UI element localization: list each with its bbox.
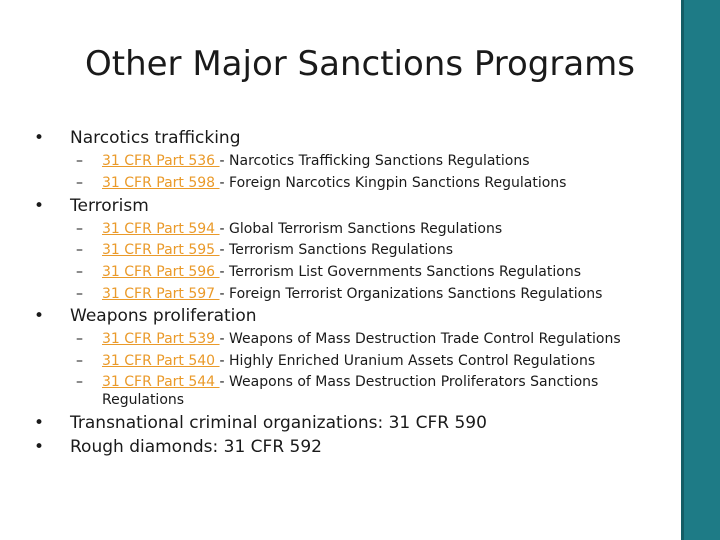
dash-marker: – bbox=[76, 353, 83, 369]
link-cfr-544[interactable]: 31 CFR Part 544 bbox=[102, 374, 220, 390]
dash-marker: – bbox=[76, 153, 83, 169]
bullet-marker: • bbox=[34, 437, 45, 457]
dash-marker: – bbox=[76, 175, 83, 191]
link-cfr-595[interactable]: 31 CFR Part 595 bbox=[102, 242, 220, 258]
bullet-marker: • bbox=[34, 306, 45, 326]
dash-marker: – bbox=[76, 286, 83, 302]
sub-item-part-544 bbox=[76, 373, 598, 391]
sub-item-part-597 bbox=[76, 285, 602, 303]
bullet-marker: • bbox=[34, 196, 45, 216]
bullet-terrorism bbox=[34, 196, 149, 216]
sub-item-text: - Weapons of Mass Destruction Trade Control Regulations bbox=[219, 331, 621, 347]
dash-marker: – bbox=[76, 242, 83, 258]
sub-item-text: - Global Terrorism Sanctions Regulations bbox=[219, 221, 503, 237]
link-cfr-594[interactable]: 31 CFR Part 594 bbox=[102, 221, 220, 237]
bullet-weapons bbox=[34, 306, 257, 326]
sub-item-continuation: Regulations bbox=[102, 392, 185, 408]
dash-marker: – bbox=[76, 221, 83, 237]
link-cfr-597[interactable]: 31 CFR Part 597 bbox=[102, 286, 220, 302]
bullet-label: Rough diamonds: 31 CFR 592 bbox=[70, 437, 322, 457]
link-cfr-598[interactable]: 31 CFR Part 598 bbox=[102, 175, 220, 191]
link-cfr-536[interactable]: 31 CFR Part 536 bbox=[102, 153, 220, 169]
bullet-label: Narcotics trafficking bbox=[70, 128, 241, 148]
sub-item-text: - Terrorism List Governments Sanctions Regulations bbox=[219, 264, 581, 280]
bullet-label: Terrorism bbox=[70, 196, 149, 216]
bullet-marker: • bbox=[34, 413, 45, 433]
link-cfr-539[interactable]: 31 CFR Part 539 bbox=[102, 331, 220, 347]
link-cfr-596[interactable]: 31 CFR Part 596 bbox=[102, 264, 220, 280]
dash-marker: – bbox=[76, 331, 83, 347]
sub-item-text: - Terrorism Sanctions Regulations bbox=[219, 242, 454, 258]
sub-item-text: - Narcotics Trafficking Sanctions Regulations bbox=[219, 153, 530, 169]
sub-item-part-598 bbox=[76, 174, 566, 192]
sub-item-part-536 bbox=[76, 152, 530, 170]
sub-item-text: - Foreign Narcotics Kingpin Sanctions Regulations bbox=[219, 175, 567, 191]
dash-marker: – bbox=[76, 374, 83, 390]
sub-item-part-594 bbox=[76, 220, 502, 238]
sub-item-part-595 bbox=[76, 241, 453, 259]
sub-item-text: - Weapons of Mass Destruction Proliferators Sanctions bbox=[219, 374, 599, 390]
bullet-narcotics bbox=[34, 128, 240, 148]
bullet-rough-diamonds bbox=[34, 437, 322, 457]
bullet-marker: • bbox=[34, 128, 45, 148]
dash-marker: – bbox=[76, 264, 83, 280]
bullet-label: Weapons proliferation bbox=[70, 306, 257, 326]
sub-item-part-596 bbox=[76, 263, 581, 281]
sub-item-part-540 bbox=[76, 352, 595, 370]
sub-item-part-539 bbox=[76, 330, 621, 348]
sub-item-text: - Highly Enriched Uranium Assets Control Regulations bbox=[219, 353, 596, 369]
slide-title: Other Major Sanctions Programs bbox=[84, 44, 636, 84]
link-cfr-540[interactable]: 31 CFR Part 540 bbox=[102, 353, 220, 369]
sub-item-text: - Foreign Terrorist Organizations Sanctions Regulations bbox=[219, 286, 603, 302]
bullet-transnational bbox=[34, 413, 487, 433]
bullet-label: Transnational criminal organizations: 31 CFR 590 bbox=[70, 413, 487, 433]
